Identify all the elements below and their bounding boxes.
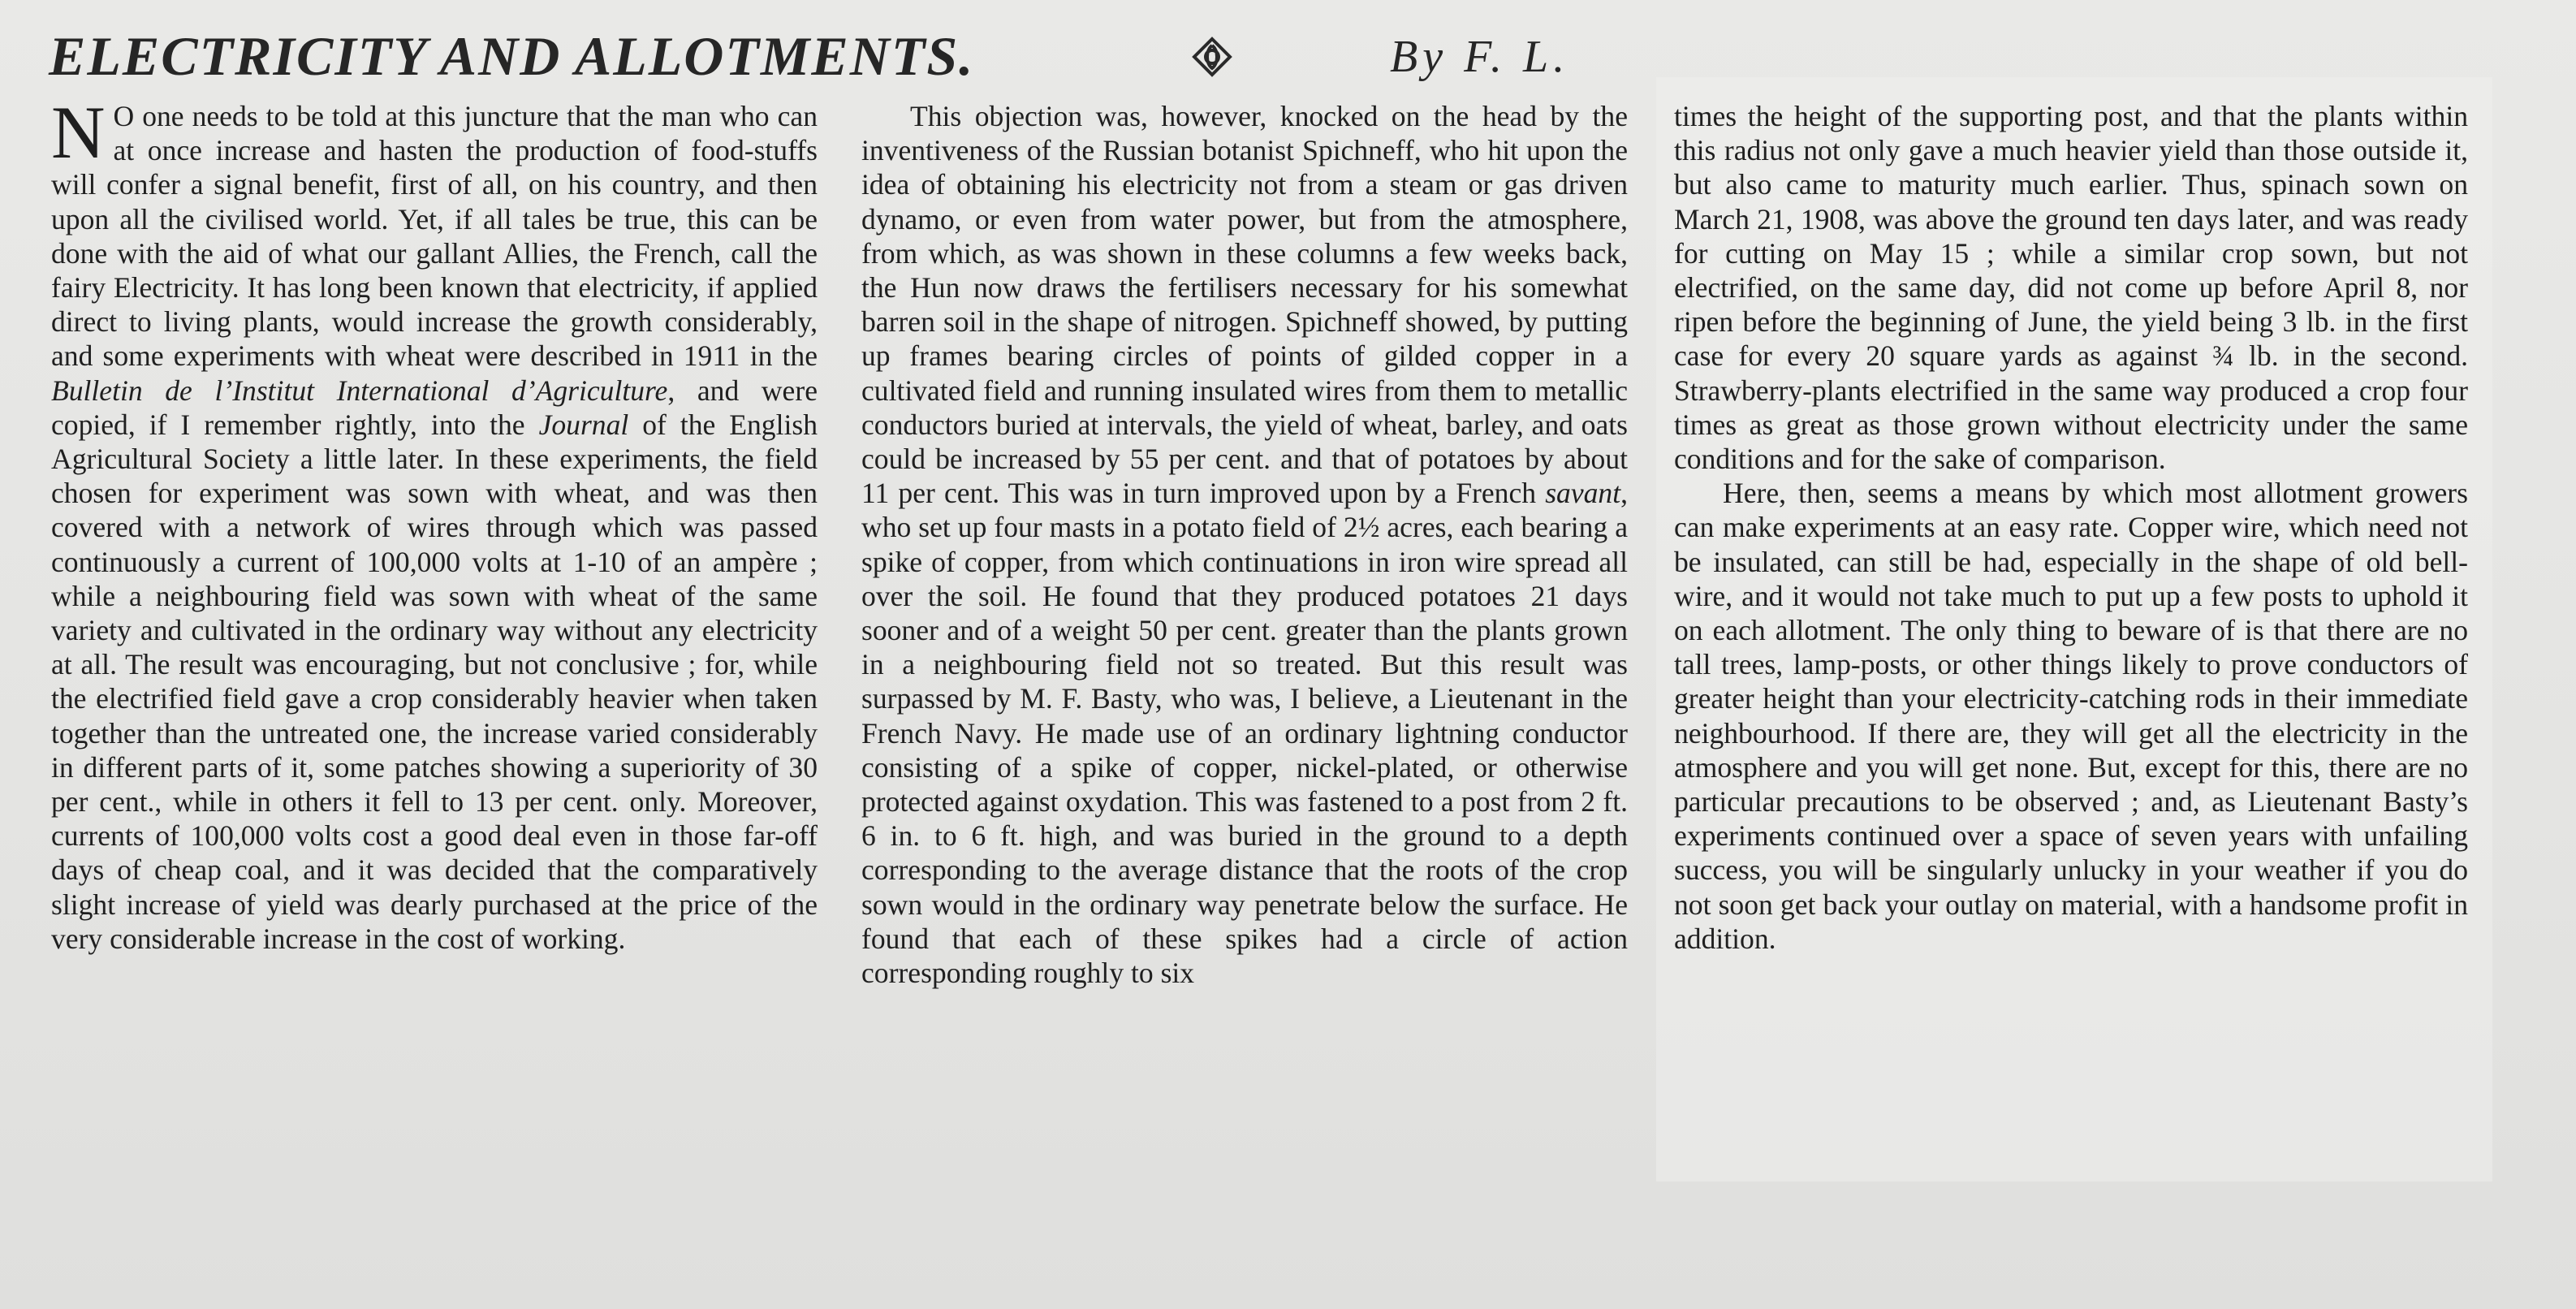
paragraph-text: This objection was, however, knocked on the head by the inventiveness of the Russian botanist Spichneff, who hit upon the idea of obtaining his electricity not from a steam or gas driven dynamo, or even from water power, but from the atmosphere, from which, as was shown in these columns a few weeks back, the Hun now draws the fertilisers necessary for his somewhat barren soil in the shape of nitrogen. Spichneff showed, by putting up frames bearing circles of points of gilded copper in a cultivated field and running insulated wires from them to metallic conductors buried at intervals, the yield of wheat, barley, and oats could be increased by 55 per cent. and that of potatoes by about 11 per cent. This was in turn improved upon by a French [861, 100, 1628, 510]
paragraph [51, 91, 818, 956]
paragraph [1674, 99, 2468, 476]
publication-title: Journal [538, 408, 629, 441]
paragraph [861, 99, 1628, 990]
text-column-3 [1674, 99, 2468, 1155]
text-column-1 [51, 91, 818, 1155]
paragraph-text: , and were copied, if I remember rightly, into the [51, 374, 818, 441]
text-column-2 [861, 99, 1628, 1155]
article-title: ELECTRICITY AND ALLOTMENTS. [49, 25, 975, 87]
paragraph [1674, 476, 2468, 956]
paragraph-text: one needs to be told at this juncture that the man who can at once increase and hasten the production of food-stuffs will confer a signal benefit, first of all, on his country, and then upon all the civilised world. Yet, if all tales be true, this can be done with the aid of what our gallant Allies, the French, call the fairy Electricity. It has long been known that electricity, if applied direct to living plants, would increase the growth considerably, and some experiments with wheat were described in 1911 in the [51, 100, 818, 373]
article-byline: By F. L. [1390, 32, 1570, 82]
paragraph-text: , who set up four masts in a potato field of 2½ acres, each bearing a spike of copper, from which continuations in iron wire spread all over the soil. He found that they produced potatoes 21 days sooner and of a weight 50 per cent. greater than the plants grown in a neighbouring field not so treated. But this result was surpassed by M. F. Basty, who was, I believe, a Lieutenant in the French Navy. He made use of an ordinary lightning conductor consisting of a spike of copper, nickel-plated, or otherwise protected against oxydation. This was fastened to a post from 2 ft. 6 in. to 6 ft. high, and was buried in the ground to a depth corresponding to the average distance that the roots of the crop sown would in the ordinary way penetrate below the surface. He found that each of these spikes had a circle of action corresponding roughly to six [861, 477, 1628, 990]
paragraph-text: times the height of the supporting post, and that the plants within this radius not only gave a much heavier yield than those outside it, but also came to maturity much earlier. Thus, spinach sown on March 21, 1908, was above the ground ten days later, and was ready for cutting on May 15 ; while a similar crop sown, but not electrified, on the same day, did not come up before April 8, nor ripen before the beginning of June, the yield being 3 lb. in the first case for every 20 square yards as against ¾ lb. in the second. Strawberry-plants electrified in the same way produced a crop four times as great as those grown without electricity under the same conditions and for the sake of comparison. [1674, 100, 2468, 476]
paragraph-text: Here, then, seems a means by which most allotment growers can make experiments at an easy rate. Copper wire, which need not be insulated, can still be had, especially in the shape of old bell-wire, and it would not take much to put up a few posts to uphold it on each allotment. The only thing to beware of is that there are no tall trees, lamp-posts, or other things likely to prove conductors of greater height than your electricity-catching rods in their immediate neighbourhood. If there are, they will get all the electricity in the atmosphere and you will get none. But, except for this, there are no particular precautions to be observed ; and, as Lieutenant Basty’s experiments continued over a space of seven years with unfailing success, you will be singularly unlucky in your weather if you do not soon get back your outlay on material, with a handsome profit in addition. [1674, 477, 2468, 955]
paragraph-text: of the English Agricultural Society a little later. In these experiments, the field chosen for experiment was sown with wheat, and was then covered with a network of wires through which was passed continuously a current of 100,000 volts at 1-10 of an ampère ; while a neighbouring field was sown with wheat of the same variety and cultivated in the ordinary way without any electricity at all. The result was encouraging, but not conclusive ; for, while the electrified field gave a crop considerably heavier when taken together than the untreated one, the increase varied considerably in different parts of it, some patches showing a superiority of 30 per cent., while in others it fell to 13 per cent. only. Moreover, currents of 100,000 volts cost a good deal even in those far-off days of cheap coal, and it was decided that the comparatively slight increase of yield was dearly purchased at the price of the very considerable increase in the cost of working. [51, 408, 818, 955]
publication-title: Bulletin de l’Institut International d’Agriculture [51, 374, 668, 407]
ornamental-flourish-icon [1189, 34, 1235, 80]
article-header [49, 18, 1591, 91]
emphasis-word: savant [1545, 477, 1621, 510]
lead-letter: O [113, 100, 135, 132]
drop-cap: N [51, 91, 106, 174]
